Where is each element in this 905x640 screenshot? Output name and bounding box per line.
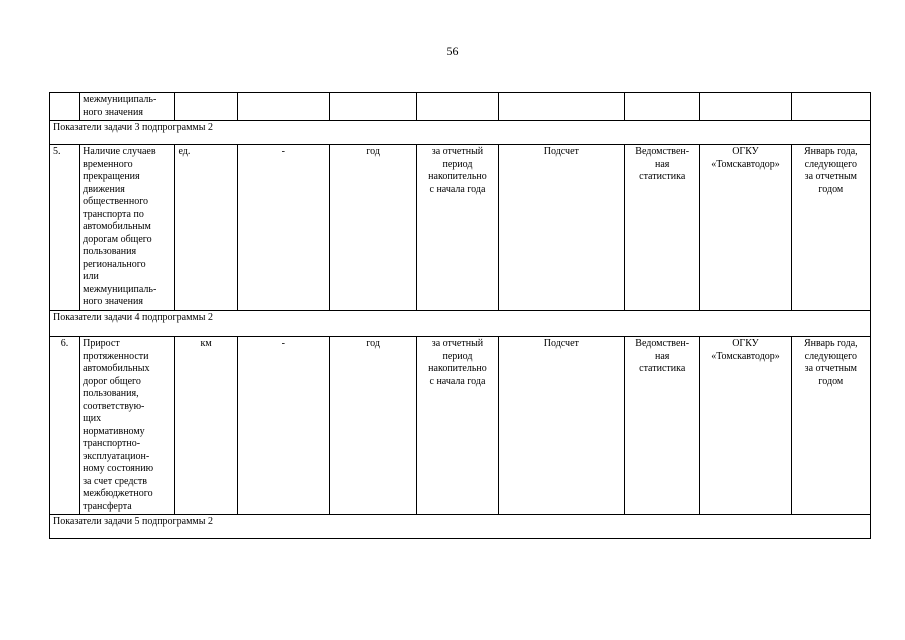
cell-number: 5. bbox=[50, 145, 80, 311]
cell-number bbox=[50, 93, 80, 121]
cell-unit: км bbox=[175, 337, 237, 515]
section-row bbox=[50, 311, 871, 337]
section-heading: Показатели задачи 4 подпрограммы 2 bbox=[50, 311, 871, 337]
cell-indicator-name: Прирост протяженности автомобильных дорог общего пользования, соответствую- щих нормативному транспортно- эксплуатацион- ному состоянию за счет средств межбюджетного трансферта bbox=[80, 337, 175, 515]
cell-responsible bbox=[700, 93, 791, 121]
cell-time-characteristic: за отчетный период накопительно с начала года bbox=[417, 145, 498, 311]
section-row bbox=[50, 121, 871, 145]
cell-time-characteristic bbox=[417, 93, 498, 121]
cell-algorithm bbox=[498, 93, 624, 121]
table-row bbox=[50, 145, 871, 311]
cell-algorithm: Подсчет bbox=[498, 145, 624, 311]
indicators-table bbox=[49, 92, 871, 539]
cell-deadline: Январь года, следующего за отчетным годом bbox=[791, 337, 870, 515]
cell-unit bbox=[175, 93, 237, 121]
cell-algorithm: Подсчет bbox=[498, 337, 624, 515]
cell-responsible: ОГКУ «Томскавтодор» bbox=[700, 145, 791, 311]
page-number: 56 bbox=[446, 44, 459, 58]
table-row bbox=[50, 93, 871, 121]
cell-data-source: Ведомствен- ная статистика bbox=[625, 145, 700, 311]
cell-periodicity: год bbox=[330, 145, 417, 311]
cell-data-source: Ведомствен- ная статистика bbox=[625, 337, 700, 515]
cell-responsible: ОГКУ «Томскавтодор» bbox=[700, 337, 791, 515]
table-row bbox=[50, 337, 871, 515]
cell-base-value bbox=[237, 93, 329, 121]
cell-periodicity: год bbox=[330, 337, 417, 515]
cell-unit: ед. bbox=[175, 145, 237, 311]
cell-periodicity bbox=[330, 93, 417, 121]
section-heading: Показатели задачи 3 подпрограммы 2 bbox=[50, 121, 871, 145]
section-heading: Показатели задачи 5 подпрограммы 2 bbox=[50, 515, 871, 539]
cell-data-source bbox=[625, 93, 700, 121]
section-row bbox=[50, 515, 871, 539]
cell-deadline bbox=[791, 93, 870, 121]
cell-number: 6. bbox=[50, 337, 80, 515]
cell-indicator-name: межмуниципаль- ного значения bbox=[80, 93, 175, 121]
cell-indicator-name: Наличие случаев временного прекращения движения общественного транспорта по автомобильным дорогам общего пользования регионального или межмуниципаль- ного значения bbox=[80, 145, 175, 311]
cell-deadline: Январь года, следующего за отчетным годом bbox=[791, 145, 870, 311]
cell-base-value: - bbox=[237, 337, 329, 515]
cell-time-characteristic: за отчетный период накопительно с начала года bbox=[417, 337, 498, 515]
cell-base-value: - bbox=[237, 145, 329, 311]
